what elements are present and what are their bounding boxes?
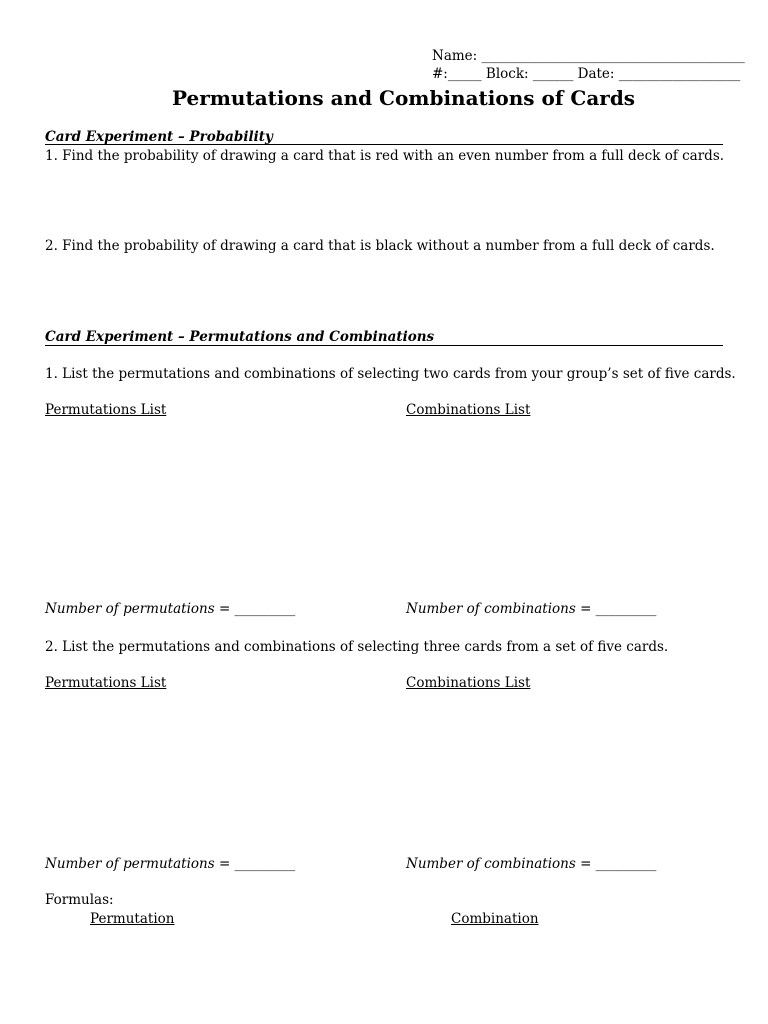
permutations-list-heading-2: Permutations List — [45, 675, 167, 691]
number-of-combinations-2: Number of combinations = _________ — [406, 856, 657, 872]
number-of-permutations-2: Number of permutations = _________ — [45, 856, 296, 872]
section-heading-permutations-combinations: Card Experiment – Permutations and Combinations — [45, 329, 435, 345]
question-1-permutations: 1. List the permutations and combinations of selecting two cards from your group’s set of five cards. — [45, 366, 736, 382]
section-rule-permutations — [45, 345, 723, 346]
page-title: Permutations and Combinations of Cards — [172, 86, 636, 110]
combination-formula-heading: Combination — [451, 911, 539, 927]
combinations-list-heading-2: Combinations List — [406, 675, 531, 691]
permutation-formula-heading: Permutation — [90, 911, 175, 927]
section-rule-probability — [45, 144, 723, 145]
name-field-line: Name: _______________________________________ — [432, 48, 745, 64]
section-heading-probability: Card Experiment – Probability — [45, 129, 273, 145]
question-2-permutations: 2. List the permutations and combinations of selecting three cards from a set of five cards. — [45, 639, 669, 655]
permutations-list-heading-1: Permutations List — [45, 402, 167, 418]
question-1-probability: 1. Find the probability of drawing a card that is red with an even number from a full deck of cards. — [45, 148, 725, 164]
formulas-label: Formulas: — [45, 892, 114, 908]
number-of-permutations-1: Number of permutations = _________ — [45, 601, 296, 617]
number-block-date-line: #:_____ Block: ______ Date: __________________ — [432, 66, 741, 82]
question-2-probability: 2. Find the probability of drawing a card that is black without a number from a full deck of cards. — [45, 238, 715, 254]
combinations-list-heading-1: Combinations List — [406, 402, 531, 418]
number-of-combinations-1: Number of combinations = _________ — [406, 601, 657, 617]
